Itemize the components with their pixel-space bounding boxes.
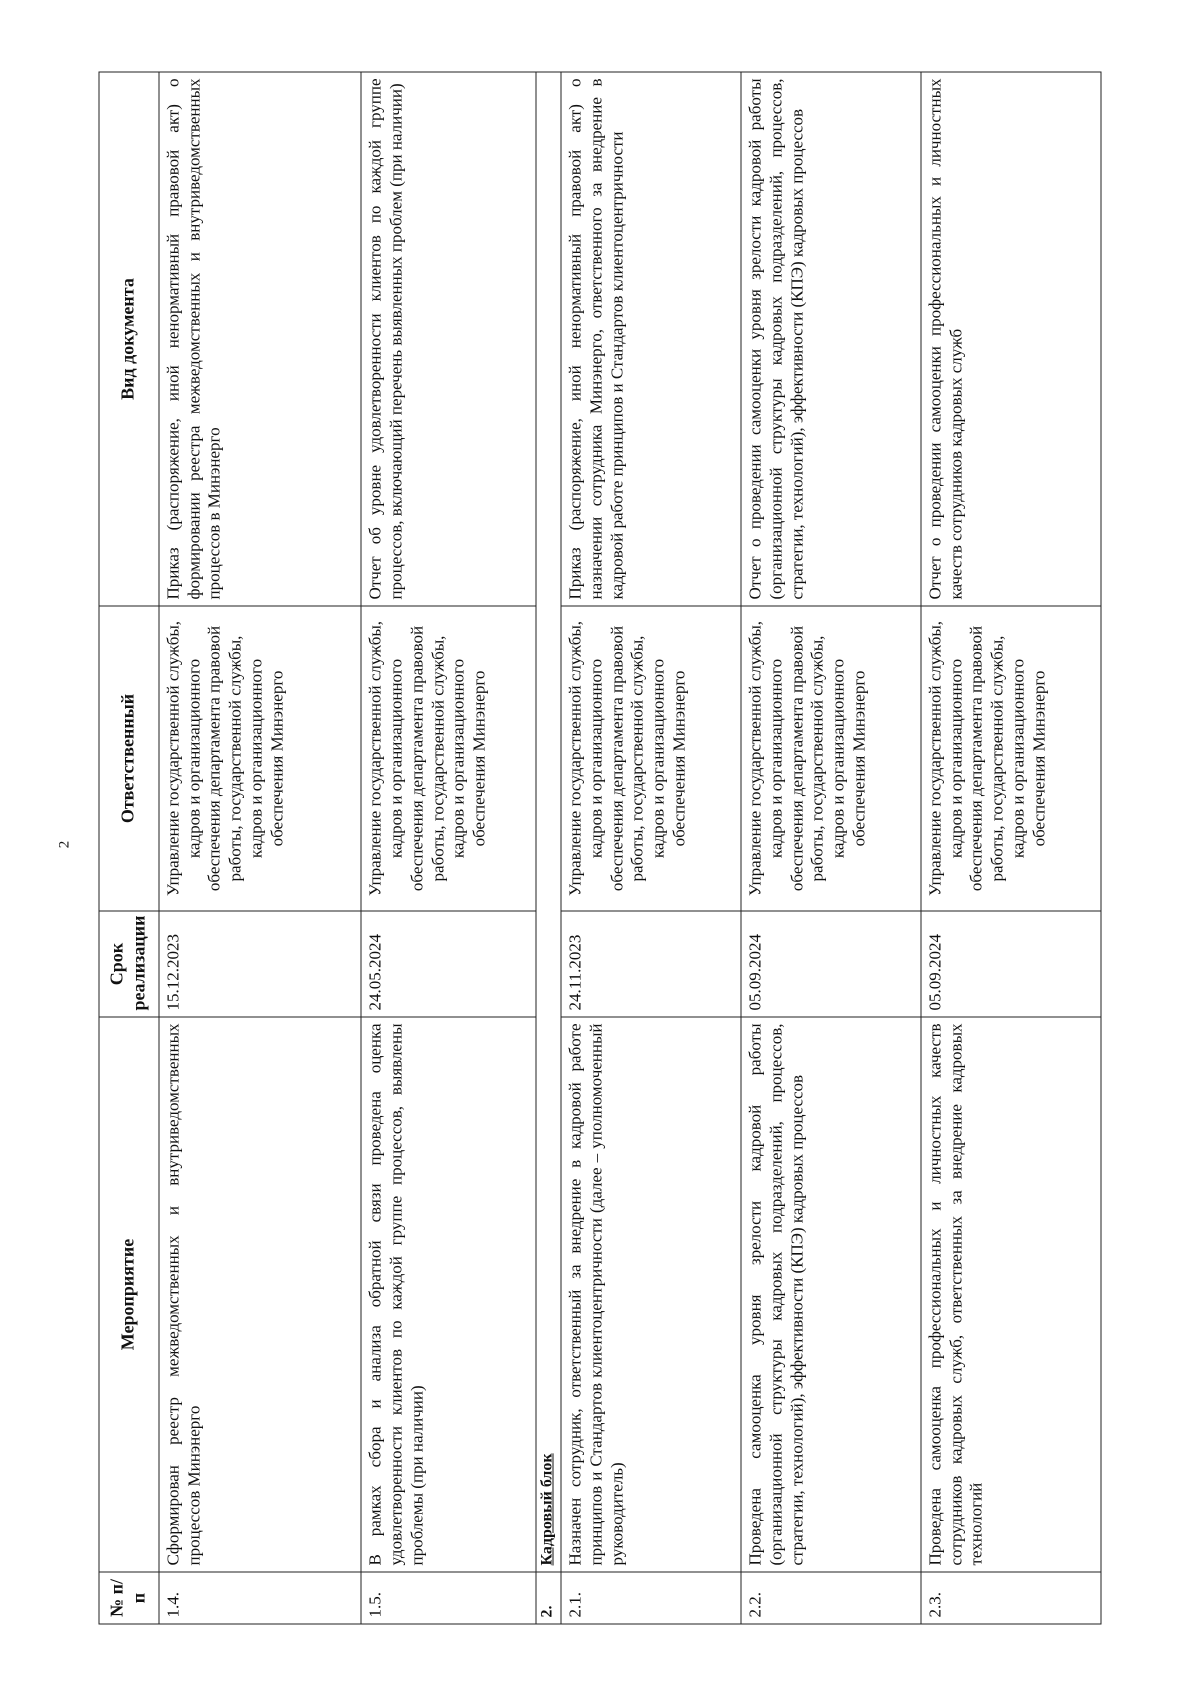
row-event: Проведена самооценка профессиональных и личностных качеств сотрудников кадровых служб, ответственных за внедрение кадровых технологий: [921, 1017, 1101, 1572]
row-deadline: 05.09.2024: [921, 911, 1101, 1017]
row-number: 1.5.: [361, 1572, 535, 1624]
row-doc-type: Отчет о проведении самооценки уровня зрелости кадровой работы (организационной структуры кадровых подразделений, процессов, стратегии, технологий), эффективности (КПЭ) кадровых процессов: [741, 72, 921, 606]
page-number: 2: [56, 840, 73, 849]
row-event: В рамках сбора и анализа обратной связи проведена оценка удовлетворенности клиентов по каждой группе процессов, выявлены проблемы (при наличии): [361, 1017, 535, 1572]
header-deadline: Срок реализации: [99, 911, 159, 1017]
header-num: № п/п: [99, 1572, 159, 1624]
header-event: Мероприятие: [99, 1017, 159, 1572]
section-row: [536, 72, 561, 1624]
row-event: Проведена самооценка уровня зрелости кадровой работы (организационной структуры кадровых подразделений, процессов, стратегии, технологий), эффективности (КПЭ) кадровых процессов: [741, 1017, 921, 1572]
table-row: [741, 72, 921, 1624]
row-event: Сформирован реестр межведомственных и внутриведомственных процессов Минэнерго: [159, 1017, 362, 1572]
table-row: [921, 72, 1101, 1624]
row-deadline: 24.11.2023: [561, 911, 741, 1017]
row-responsible: Управление государственной службы, кадров и организационного обеспечения департамента правовой работы, государственной службы, кадров и организационного обеспечения Минэнерго: [159, 606, 362, 911]
header-responsible: Ответственный: [99, 606, 159, 911]
action-plan-table: [99, 71, 1102, 1624]
row-doc-type: Отчет об уровне удовлетворенности клиентов по каждой группе процессов, включающий перечень выявленных проблем (при наличии): [361, 72, 535, 606]
table-row: [561, 72, 741, 1624]
row-deadline: 24.05.2024: [361, 911, 535, 1017]
row-deadline: 05.09.2024: [741, 911, 921, 1017]
row-number: 2.3.: [921, 1572, 1101, 1624]
row-event: Назначен сотрудник, ответственный за внедрение в кадровой работе принципов и Стандартов клиентоцентричности (далее – уполномоченный руководитель): [561, 1017, 741, 1572]
row-responsible: Управление государственной службы, кадров и организационного обеспечения департамента правовой работы, государственной службы, кадров и организационного обеспечения Минэнерго: [921, 606, 1101, 911]
row-responsible: Управление государственной службы, кадров и организационного обеспечения департамента правовой работы, государственной службы, кадров и организационного обеспечения Минэнерго: [741, 606, 921, 911]
row-doc-type: Отчет о проведении самооценки профессиональных и личностных качеств сотрудников кадровых служб: [921, 72, 1101, 606]
table-row: [361, 72, 535, 1624]
row-number: 1.4.: [159, 1572, 362, 1624]
row-number: 2.1.: [561, 1572, 741, 1624]
row-doc-type: Приказ (распоряжение, иной ненормативный правовой акт) о формировании реестра межведомственных и внутриведомственных процессов в Минэнерго: [159, 72, 362, 606]
table-row: [159, 72, 362, 1624]
row-doc-type: Приказ (распоряжение, иной ненормативный правовой акт) о назначении сотрудника Минэнерго, ответственного за внедрение в кадровой работе принципов и Стандартов клиентоцентричности: [561, 72, 741, 606]
row-number: 2.2.: [741, 1572, 921, 1624]
section-title: Кадровый блок: [536, 72, 561, 1572]
row-deadline: 15.12.2023: [159, 911, 362, 1017]
row-responsible: Управление государственной службы, кадров и организационного обеспечения департамента правовой работы, государственной службы, кадров и организационного обеспечения Минэнерго: [361, 606, 535, 911]
row-responsible: Управление государственной службы, кадров и организационного обеспечения департамента правовой работы, государственной службы, кадров и организационного обеспечения Минэнерго: [561, 606, 741, 911]
rotated-table-container: [99, 72, 1102, 1624]
table-header-row: [99, 72, 159, 1624]
header-doc-type: Вид документа: [99, 72, 159, 606]
section-number: 2.: [536, 1572, 561, 1624]
